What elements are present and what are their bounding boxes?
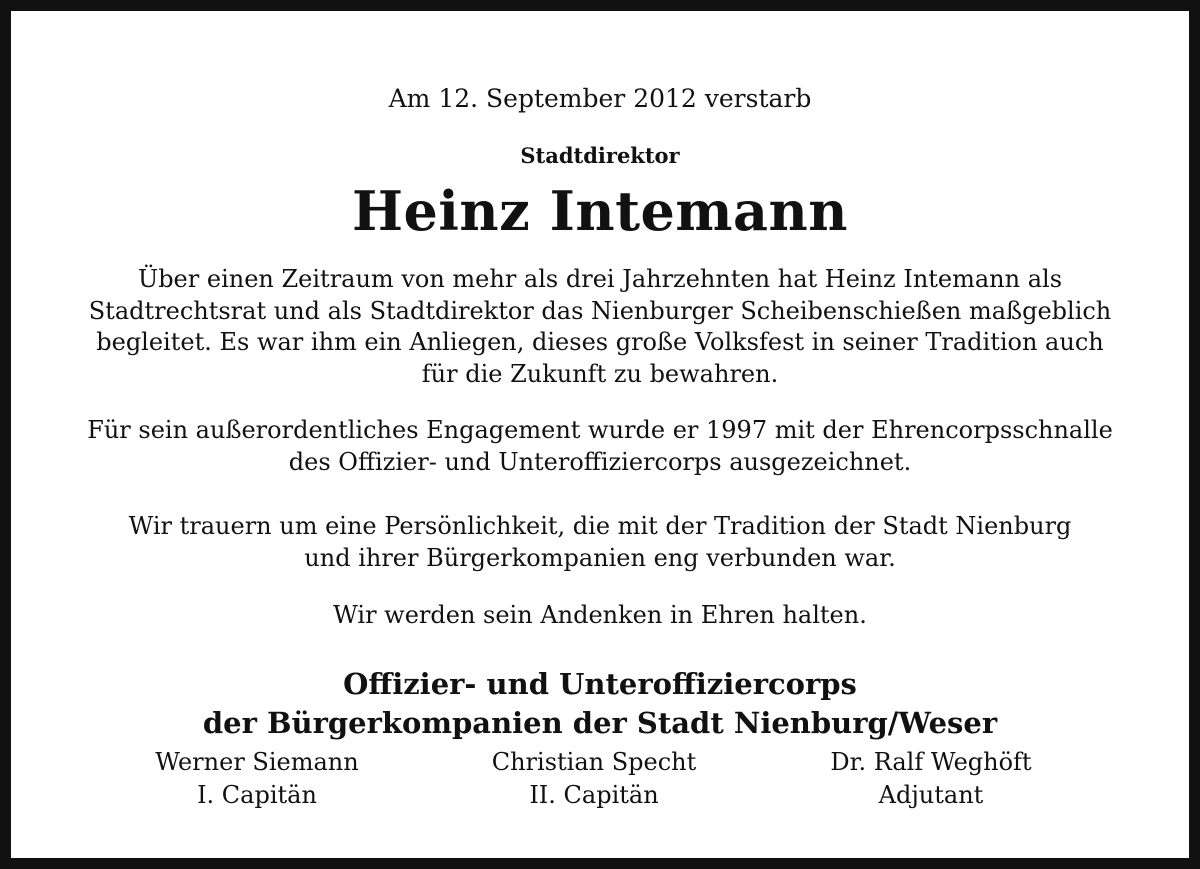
signatory-name: Dr. Ralf Weghöft bbox=[830, 748, 1032, 776]
paragraph-line: des Offizier- und Unteroffiziercorps ausgezeichnet. bbox=[288, 447, 912, 476]
signatory-name: Christian Specht bbox=[491, 748, 697, 776]
organization-line-2: der Bürgerkompanien der Stadt Nienburg/Weser bbox=[202, 706, 998, 740]
signatory-title: II. Capitän bbox=[529, 781, 659, 809]
paragraph-line: Für sein außerordentliches Engagement wurde er 1997 mit der Ehrencorpsschnalle bbox=[87, 416, 1113, 444]
paragraph-line: für die Zukunft zu bewahren. bbox=[421, 359, 779, 388]
paragraph-line: Wir werden sein Andenken in Ehren halten. bbox=[333, 601, 867, 629]
paragraph-line: Wir trauern um eine Persönlichkeit, die mit der Tradition der Stadt Nienburg bbox=[128, 512, 1072, 540]
paragraph-mourning bbox=[41, 511, 1159, 574]
paragraph-tribute bbox=[41, 264, 1159, 390]
paragraph-award bbox=[41, 415, 1159, 478]
organization-name bbox=[41, 665, 1159, 743]
signatory-name: Werner Siemann bbox=[155, 748, 359, 776]
paragraph-line: und ihrer Bürgerkompanien eng verbunden war. bbox=[304, 543, 896, 572]
paragraph-line: Stadtrechtsrat und als Stadtdirektor das Nienburger Scheibenschießen maßgeblich bbox=[88, 296, 1112, 325]
deceased-name: Heinz Intemann bbox=[351, 179, 849, 243]
signatory bbox=[424, 746, 764, 812]
organization-line-1: Offizier- und Unteroffiziercorps bbox=[343, 667, 857, 701]
signatory-title: I. Capitän bbox=[197, 781, 317, 809]
paragraph-line: begleitet. Es war ihm ein Anliegen, dieses große Volksfest in seiner Tradition auch bbox=[96, 328, 1104, 356]
signatory-title: Adjutant bbox=[878, 781, 984, 809]
paragraph-line: Über einen Zeitraum von mehr als drei Jahrzehnten hat Heinz Intemann als bbox=[137, 265, 1063, 293]
signatory bbox=[761, 746, 1101, 812]
intro-line: Am 12. September 2012 verstarb bbox=[388, 84, 812, 113]
signatories bbox=[41, 746, 1159, 816]
deceased-role: Stadtdirektor bbox=[520, 143, 680, 168]
signatory bbox=[87, 746, 427, 812]
paragraph-remembrance bbox=[41, 600, 1159, 632]
